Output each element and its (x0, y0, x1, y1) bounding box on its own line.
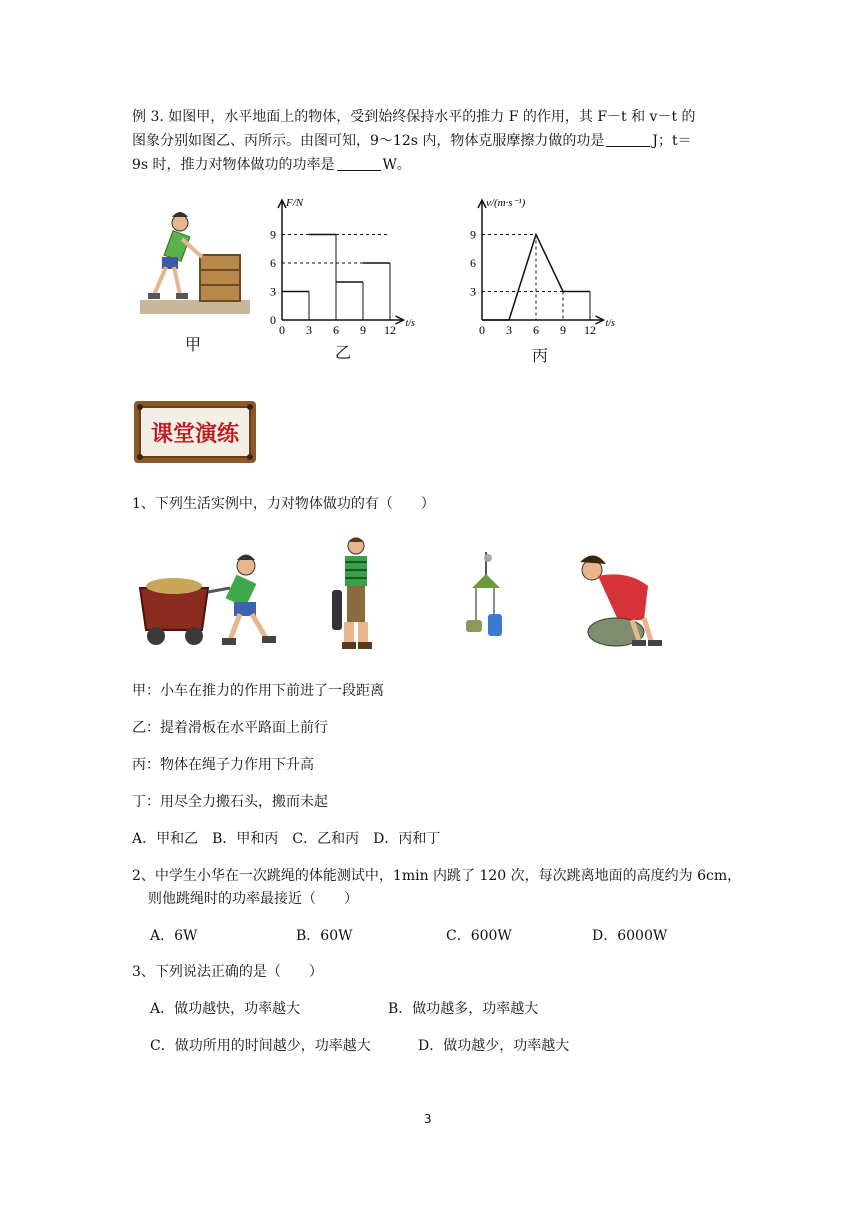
q3-option-a: A．做功越快，功率越大 (150, 1001, 301, 1017)
q2-option-a: A．6W (150, 928, 198, 944)
figure-bing-caption: 丙 (532, 346, 549, 365)
q1-item-bing: 丙：物体在绳子力作用下升高 (132, 757, 314, 773)
q2-option-d: D．6000W (592, 928, 668, 944)
q1-item-ding: 丁：用尽全力搬石头，搬而未起 (132, 794, 328, 810)
q1-pulley-illustration (462, 548, 510, 640)
q2-option-c: C．600W (446, 928, 512, 944)
yi-y-tick-6: 6 (270, 256, 276, 270)
example-line-2-text: 图象分别如图乙、丙所示。由图可知，9～12s 内，物体克服摩擦力做的功是 (132, 133, 605, 149)
bing-y-tick-6: 6 (470, 256, 476, 270)
bing-x-tick-6: 6 (533, 323, 539, 337)
example-line-3-unit: W。 (382, 157, 411, 173)
yi-y-tick-9: 9 (270, 227, 276, 242)
figure-jia-illustration (140, 205, 250, 315)
yi-x-tick-6: 6 (333, 323, 339, 337)
example-line-1: 例 3. 如图甲，水平地面上的物体，受到始终保持水平的推力 F 的作用，其 F－t 和 v－t 的 (132, 109, 696, 125)
figure-yi-chart (262, 190, 422, 350)
example-line-2 (132, 131, 692, 151)
figure-bing-chart (462, 190, 622, 350)
bing-x-tick-12: 12 (584, 323, 596, 337)
yi-y-tick-0: 0 (270, 313, 276, 327)
bing-x-tick-0: 0 (479, 323, 485, 337)
figure-yi-caption: 乙 (335, 343, 352, 362)
yi-x-tick-0: 0 (279, 323, 285, 337)
bing-x-tick-9: 9 (560, 323, 566, 337)
bing-y-tick-3: 3 (470, 284, 476, 299)
yi-y-label: F/N (286, 197, 304, 209)
bing-y-label: v/(m·s⁻¹) (486, 197, 526, 209)
q3-option-c: C．做功所用的时间越少，功率越大 (150, 1038, 371, 1054)
q2-option-b: B．60W (296, 928, 353, 944)
answer-blank-1[interactable] (606, 132, 650, 147)
example-line-2-unit: J；t＝ (652, 133, 692, 149)
q1-lift-rock-illustration (572, 552, 668, 648)
q3-option-d: D．做功越少，功率越大 (418, 1038, 570, 1054)
yi-x-tick-3: 3 (306, 323, 312, 337)
bing-y-tick-9: 9 (470, 227, 476, 242)
yi-x-tick-12: 12 (384, 323, 396, 337)
bing-x-tick-3: 3 (506, 323, 512, 337)
q2-stem-line-2: 则他跳绳时的功率最接近（ ） (148, 891, 358, 907)
q1-stem: 1、下列生活实例中，力对物体做功的有（ ） (132, 496, 435, 512)
section-title: 课堂演练 (150, 422, 240, 447)
example-line-3-text: 9s 时，推力对物体做功的功率是 (132, 157, 335, 173)
section-badge (132, 399, 258, 465)
q1-skateboard-illustration (328, 536, 384, 652)
q2-stem-line-1: 2、中学生小华在一次跳绳的体能测试中，1min 内跳了 120 次，每次跳离地面的高度约为 6cm， (132, 868, 742, 884)
yi-x-tick-9: 9 (360, 323, 366, 337)
q1-item-jia: 甲：小车在推力的作用下前进了一段距离 (132, 683, 384, 699)
example-line-3 (132, 155, 411, 175)
figure-jia-caption: 甲 (185, 335, 202, 354)
yi-x-label: t/s (405, 318, 415, 329)
q3-stem: 3、下列说法正确的是（ ） (132, 964, 323, 980)
q1-cart-illustration (136, 548, 286, 650)
answer-blank-2[interactable] (337, 156, 381, 171)
q3-option-b: B．做功越多，功率越大 (388, 1001, 539, 1017)
q1-options: A．甲和乙 B．甲和丙 C．乙和丙 D．丙和丁 (132, 831, 441, 847)
bing-x-label: t/s (605, 318, 615, 329)
page-number: 3 (424, 1112, 432, 1126)
q1-item-yi: 乙：提着滑板在水平路面上前行 (132, 720, 328, 736)
yi-y-tick-3: 3 (270, 284, 276, 299)
